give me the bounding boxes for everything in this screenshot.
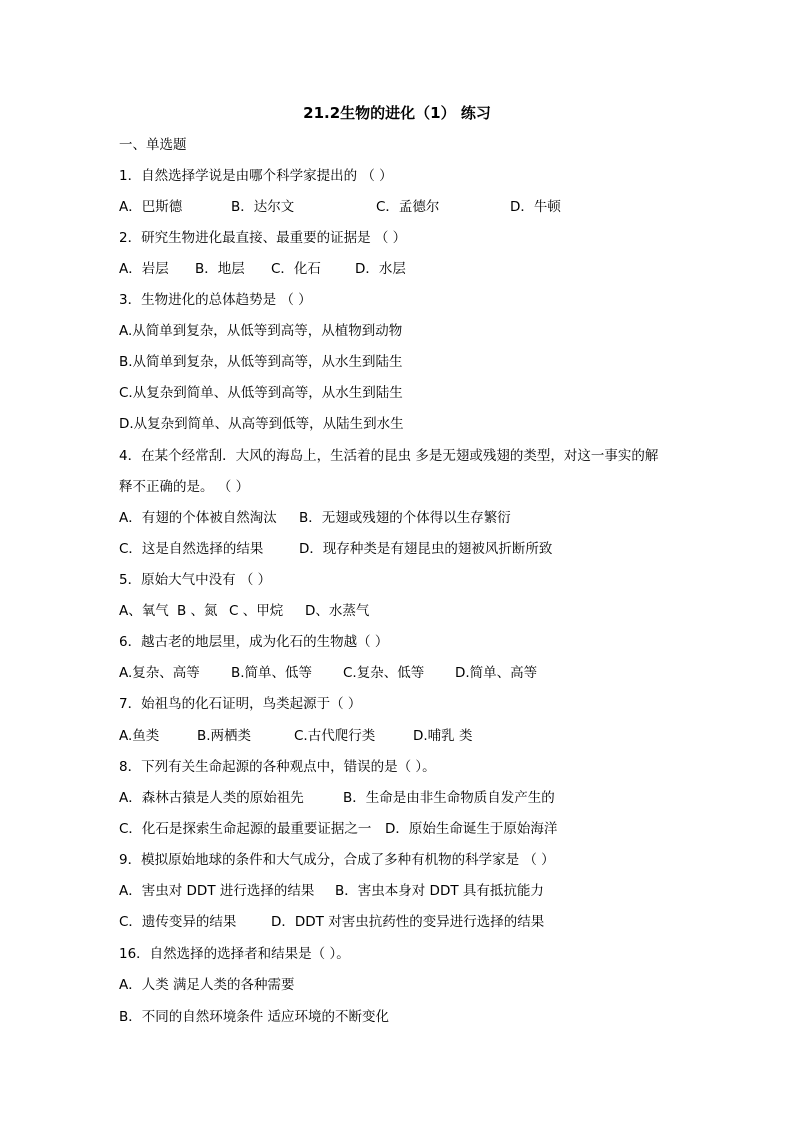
option-d: D.简单、高等	[455, 665, 538, 681]
option-b: B．达尔文	[231, 199, 295, 215]
option-c: C.古代爬行类	[294, 728, 376, 744]
page-title: 21.2生物的进化（1） 练习	[303, 104, 491, 122]
option-a: A．害虫对 DDT 进行选择的结果	[119, 883, 315, 899]
option-b: B.简单、低等	[231, 665, 313, 681]
question-6-stem: 6．越古老的地层里，成为化石的生物越（ ）	[119, 634, 389, 650]
option-a: A．巴斯德	[119, 199, 183, 215]
question-1-stem: 1．自然选择学说是由哪个科学家提出的 （ ）	[119, 168, 393, 184]
question-9-stem: 9．模拟原始地球的条件和大气成分，合成了多种有机物的科学家是 （ ）	[119, 852, 555, 868]
question-7-stem: 7．始祖鸟的化石证明，鸟类起源于（ ）	[119, 696, 362, 712]
option-a: A.从简单到复杂，从低等到高等，从植物到动物	[119, 323, 403, 339]
option-b: B．地层	[195, 261, 245, 277]
option-c: C.从复杂到简单、从低等到高等，从水生到陆生	[119, 385, 403, 401]
option-a: A．岩层	[119, 261, 169, 277]
option-c: C.复杂、低等	[343, 665, 425, 681]
question-16-stem: 16．自然选择的选择者和结果是（ ）。	[119, 946, 350, 962]
option-d: D、水蒸气	[305, 603, 370, 619]
option-d: D.从复杂到简单、从高等到低等，从陆生到水生	[119, 416, 404, 432]
question-3-stem: 3．生物进化的总体趋势是 （ ）	[119, 292, 312, 308]
question-2-stem: 2．研究生物进化最直接、最重要的证据是 （ ）	[119, 230, 407, 246]
option-c: C．遗传变异的结果	[119, 914, 237, 930]
question-5-stem: 5．原始大气中没有 （ ）	[119, 572, 272, 588]
question-4-stem-continued: 释不正确的是。 （ ）	[119, 479, 250, 495]
option-b: B．无翅或残翅的个体得以生存繁衍	[299, 510, 511, 526]
option-a: A．森林古猿是人类的原始祖先	[119, 790, 304, 806]
option-c: C．孟德尔	[376, 199, 440, 215]
question-8-stem: 8．下列有关生命起源的各种观点中，错误的是（ ）。	[119, 759, 436, 775]
option-b: B.两栖类	[197, 728, 252, 744]
option-a: A.复杂、高等	[119, 665, 200, 681]
option-d: D．DDT 对害虫抗药性的变异进行选择的结果	[271, 914, 545, 930]
option-d: D.哺乳 类	[413, 728, 473, 744]
option-c: C．化石	[271, 261, 321, 277]
option-c: C．化石是探索生命起源的最重要证据之一	[119, 821, 372, 837]
option-d: D．现存种类是有翅昆虫的翅被风折断所致	[299, 541, 553, 557]
option-b: B 、氮	[177, 603, 218, 619]
option-a: A.鱼类	[119, 728, 160, 744]
option-b: B．不同的自然环境条件 适应环境的不断变化	[119, 1009, 390, 1025]
option-b: B．生命是由非生命物质自发产生的	[343, 790, 555, 806]
option-c: C．这是自然选择的结果	[119, 541, 264, 557]
option-b: B.从简单到复杂，从低等到高等，从水生到陆生	[119, 354, 403, 370]
option-a: A．有翅的个体被自然淘汰	[119, 510, 277, 526]
option-a: A、氧气	[119, 603, 169, 619]
option-c: C 、甲烷	[229, 603, 284, 619]
option-d: D．原始生命诞生于原始海洋	[385, 821, 558, 837]
option-d: D．牛顿	[510, 199, 561, 215]
question-4-stem: 4．在某个经常刮．大风的海岛上，生活着的昆虫 多是无翅或残翅的类型，对这一事实的解	[119, 448, 659, 464]
section-heading: 一、单选题	[119, 137, 187, 153]
option-a: A．人类 满足人类的各种需要	[119, 977, 295, 993]
option-b: B．害虫本身对 DDT 具有抵抗能力	[335, 883, 544, 899]
option-d: D．水层	[355, 261, 406, 277]
